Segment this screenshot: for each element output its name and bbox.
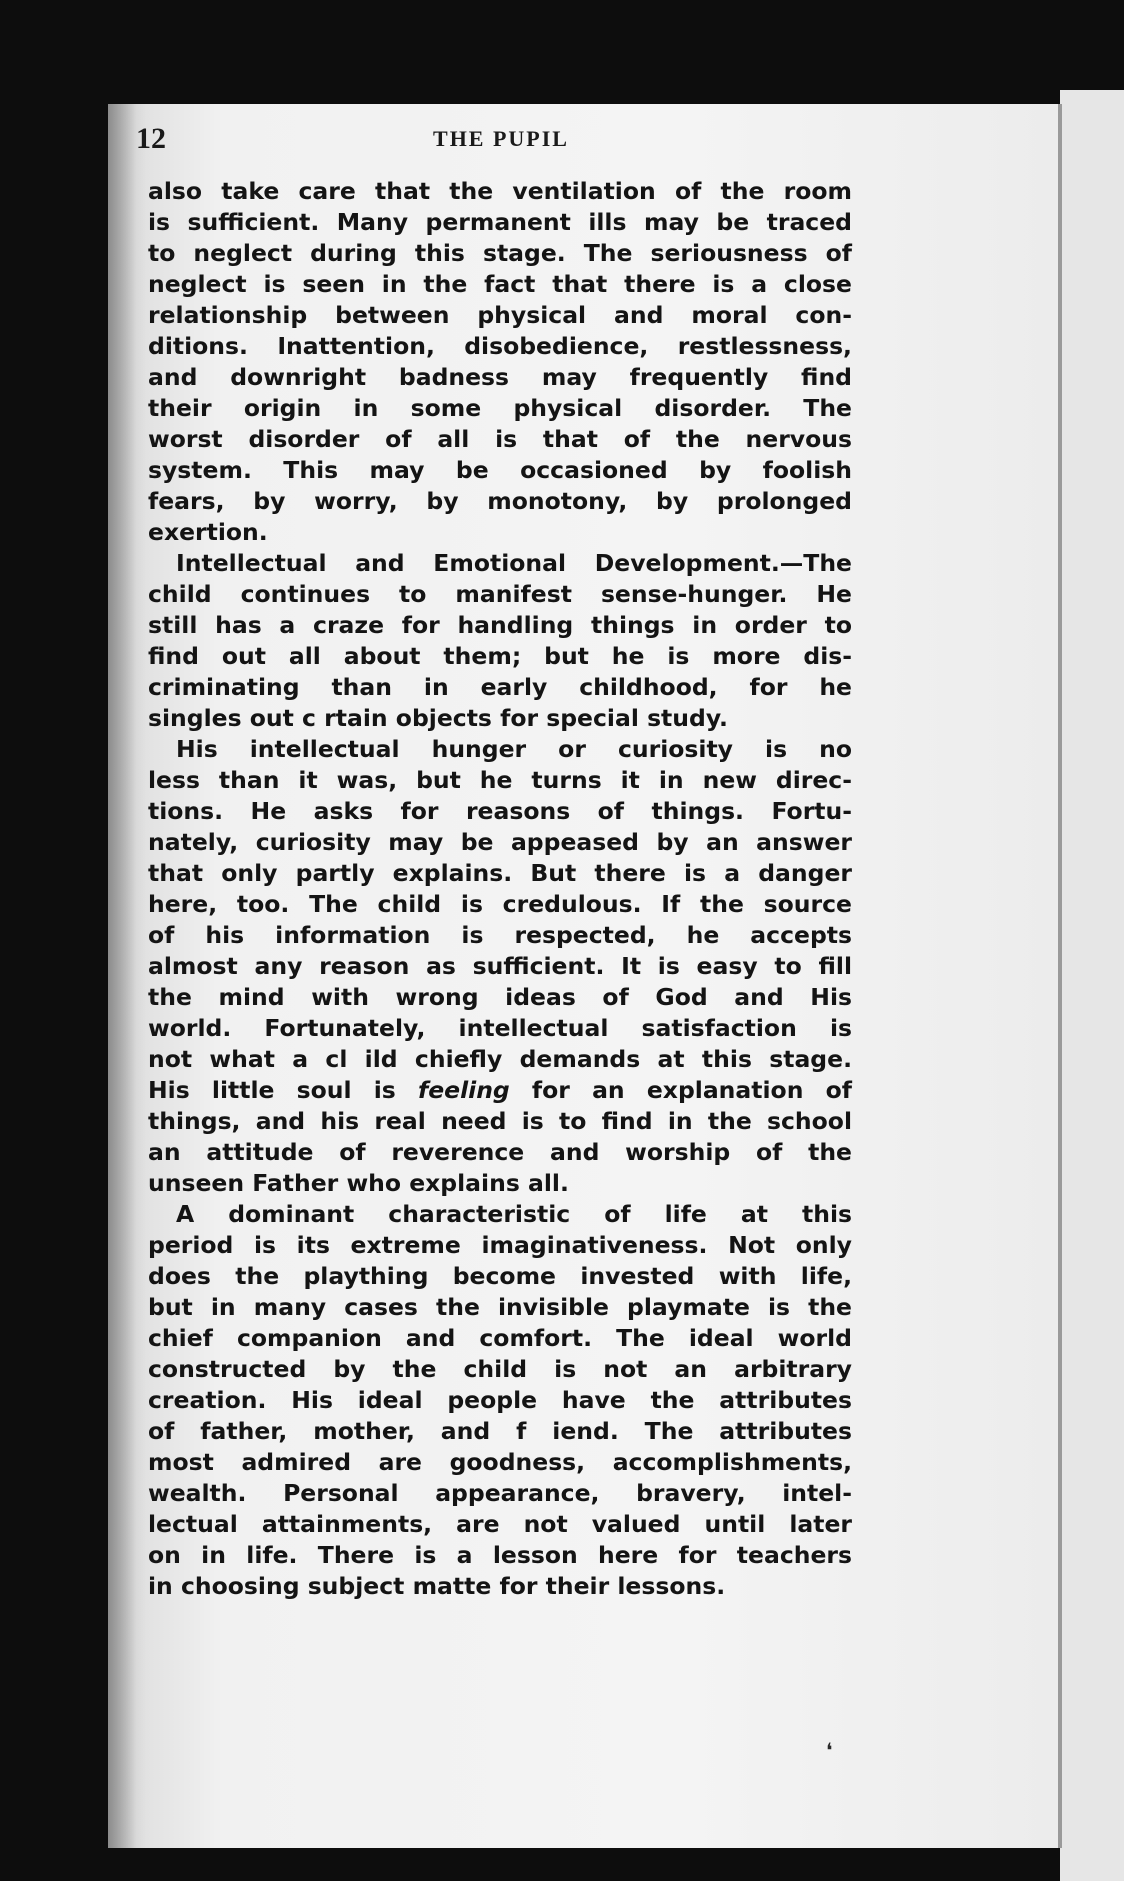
text-line: worst disorder of all is that of the nervous [148,425,852,453]
text-line: relationship between physical and moral con- [148,301,852,329]
text-line: their origin in some physical disorder. The [148,394,852,422]
text-line: here, too. The child is credulous. If the source [148,890,852,918]
paragraph [148,734,852,1199]
text-line: things, and his real need is to find in the school [148,1107,852,1135]
text-line: and downright badness may frequently find [148,363,852,391]
text-line: most admired are goodness, accomplishments, [148,1448,852,1476]
text-line: to neglect during this stage. The seriousness of [148,239,852,267]
text-line: exertion. [148,518,268,546]
text-line: His intellectual hunger or curiosity is no [176,735,852,763]
text-line: singles out c rtain objects for special study. [148,704,728,732]
text-line: A dominant characteristic of life at this [176,1200,852,1228]
text-line: world. Fortunately, intellectual satisfaction is [148,1014,852,1042]
page-edge [1058,104,1062,1848]
paragraph [148,176,852,548]
page-number: 12 [136,122,166,155]
page-header [136,122,866,162]
adjacent-page-edge [1060,90,1124,1881]
ink-speck: ❛ [826,1740,833,1762]
text-line: on in life. There is a lesson here for teachers [148,1541,852,1569]
text-line: of his information is respected, he accepts [148,921,852,949]
text-line: child continues to manifest sense-hunger. He [148,580,852,608]
text-line: wealth. Personal appearance, bravery, intel- [148,1479,852,1507]
text-line: of father, mother, and f iend. The attributes [148,1417,852,1445]
text-line: period is its extreme imaginativeness. Not only [148,1231,852,1259]
text-line: unseen Father who explains all. [148,1169,569,1197]
text-line: neglect is seen in the fact that there is a close [148,270,852,298]
text-line: in choosing subject matte for their lessons. [148,1572,726,1600]
paragraph [148,1199,852,1602]
text-line: find out all about them; but he is more dis- [148,642,852,670]
text-line: ditions. Inattention, disobedience, restlessness, [148,332,852,360]
gutter-shadow [108,104,136,1848]
text-line: an attitude of reverence and worship of the [148,1138,852,1166]
text-line: lectual attainments, are not valued until later [148,1510,852,1538]
text-line: almost any reason as sufficient. It is easy to fill [148,952,852,980]
text-line: does the plaything become invested with life, [148,1262,852,1290]
text-line: criminating than in early childhood, for he [148,673,852,701]
text-line: the mind with wrong ideas of God and His [148,983,852,1011]
text-line: chief companion and comfort. The ideal world [148,1324,852,1352]
text-line: but in many cases the invisible playmate is the [148,1293,852,1321]
text-line: His little soul is feeling for an explanation of [148,1076,852,1104]
body-text [148,176,852,1602]
text-line: creation. His ideal people have the attributes [148,1386,852,1414]
text-line: is sufficient. Many permanent ills may be traced [148,208,852,236]
text-line: tions. He asks for reasons of things. Fortu- [148,797,852,825]
text-line: nately, curiosity may be appeased by an answer [148,828,852,856]
running-head: THE PUPIL [433,126,569,151]
text-line: constructed by the child is not an arbitrary [148,1355,852,1383]
text-line: also take care that the ventilation of the room [148,177,852,205]
text-line: Intellectual and Emotional Development.—The [176,549,852,577]
text-line: still has a craze for handling things in order to [148,611,852,639]
paragraph [148,548,852,734]
text-line: fears, by worry, by monotony, by prolonged [148,487,852,515]
text-line: that only partly explains. But there is a danger [148,859,852,887]
text-line: system. This may be occasioned by foolish [148,456,852,484]
text-line: not what a cl ild chiefly demands at this stage. [148,1045,852,1073]
text-line: less than it was, but he turns it in new direc- [148,766,852,794]
